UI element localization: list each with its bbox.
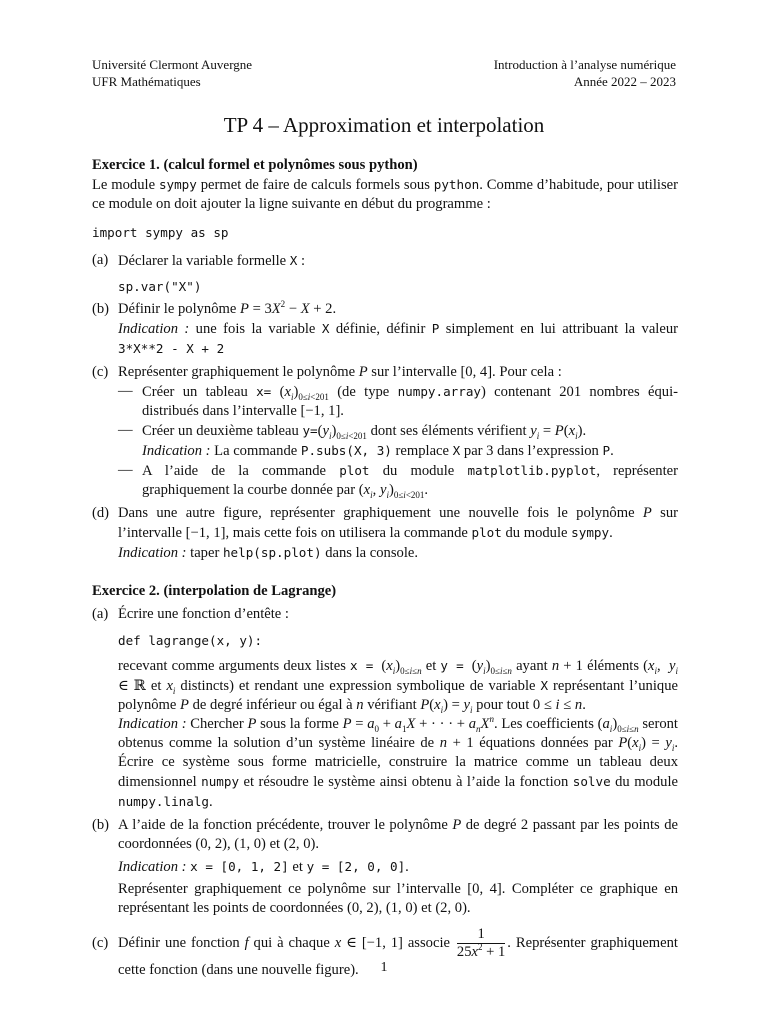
header-left: [92, 56, 252, 90]
department-name: UFR Mathématiques: [92, 74, 201, 89]
list-item: — A l’aide de la commande plot du module matplotlib.pyplot, représenter graphiquement la courbe donnée par ($x_i$, $y_i)_{0\le i<201}$.: [118, 462, 678, 500]
exercise-2-item-b: (b) A l’aide de la fonction précédente, trouver le polynôme P de degré 2 passant par les points de coordonnées (0, 2), (1, 0) et (2, 0). Indication : x = [0, 1, 2] et y = [2, 0, 0]. Représenter graphiquement ce polynôme sur l’intervalle [0, 4]. Compléter ce graphique en représentant les points de coordonnées (0, 2), (1, 0) et (2, 0).: [92, 817, 678, 916]
exercise-1-title: Exercice 1. (calcul formel et polynômes sous python): [92, 157, 418, 173]
exercise-1-intro: Le module sympy permet de faire de calculs formels sous python. Comme d’habitude, pour utiliser ce module on doit ajouter la ligne suivante en début du programme :: [92, 177, 678, 212]
academic-year: Année 2022 – 2023: [573, 74, 676, 89]
exercise-1-item-a: (a) Déclarer la variable formelle X : sp.var("X"): [92, 251, 678, 296]
exercise-2-title: Exercice 2. (interpolation de Lagrange): [92, 583, 337, 599]
university-name: Université Clermont Auvergne: [92, 57, 253, 72]
exercise-2-item-a: (a) Écrire une fonction d’entête : def lagrange(x, y): recevant comme arguments deux listes $x = (x_i)_{0\le i\le n}$ et $y = (y_i)_{0\le i\le n}$ ayant n + 1 éléments ($x_i$, $y_i$ ∈ ℝ et $x_i$ distincts) et rendant une expression symbolique de variable X représentant l’unique polynôme P de degré inférieur ou égal à n vérifiant $P(x_i) = y_i$ pour tout 0 ≤ i ≤ n. Indication : Chercher P sous la forme $P = a_0 + a_1X$ + · · · + $a_nX^n$. Les coefficients $(a_i)_{0\le i\le n}$ seront obtenus comme la solution d’un système linéaire de n + 1 équations données par $P(x_i) = y_i$. Écrire ce système sous forme matricielle, construire la matrice comme un tableau deux dimensionnel numpy et résoudre le système ainsi obtenu à l’aide la fonction solve du module numpy.linalg.: [92, 606, 678, 810]
exercise-2-item-c: (c) Définir une fonction f qui à chaque x ∈ [−1, 1] associe $\frac{1}{25x^2 + 1}$ . Représenter graphiquement cette fonction (dans une nouvelle figure).: [92, 926, 678, 978]
code-line: sp.var("X"): [118, 279, 202, 294]
fraction: $\frac{1}{25x^2 + 1}$: [456, 926, 506, 960]
page-title: TP 4 – Approximation et interpolation: [223, 113, 545, 137]
code-line: def lagrange(x, y):: [118, 633, 263, 648]
exercise-1-item-d: (d) Dans une autre figure, représenter graphiquement une nouvelle fois le polynôme P sur l’intervalle [−1, 1], mais cette fois on utilisera la commande plot du module sympy. Indication : taper help(sp.plot) dans la console.: [92, 505, 678, 561]
list-item: — Créer un deuxième tableau $y=(y_i)_{0\le i<201}$ dont ses éléments vérifient $y_i = P(x_i)$. Indication : La commande P.subs(X, 3) remplace X par 3 dans l’expression P.: [118, 422, 614, 459]
exercise-1-item-c: (c) Représenter graphiquement le polynôme P sur l’intervalle [0, 4]. Pour cela : — Créer un tableau $x= (x_i)_{0\le i<201}$ (de type numpy.array) contenant 201 nombres équi-distribués dans l’intervalle [−1, 1]. — Créer un deuxième tableau $y=(y_i)_{0\le i<201}$ dont ses éléments vérifient $y_i = P(x_i)$. Indication : La commande P.subs(X, 3) remplace X par 3 dans l’expression P. — A l’aide de la commande plot du module matplotlib.pyplot, représenter graphiquement la courbe donnée par ($x_i$, $y_i)_{0\le i<201}$.: [92, 364, 678, 500]
page-number: 1: [380, 960, 388, 975]
exercise-1-item-b: (b) Définir le polynôme $P = 3X^2 - X + 2$. Indication : une fois la variable X définie, définir P simplement en lui attribuant la valeur 3*X**2 - X + 2: [92, 299, 679, 356]
import-code-line: import sympy as sp: [92, 225, 229, 240]
document-body: [92, 156, 678, 980]
header-right: [494, 56, 676, 90]
list-item: — Créer un tableau $x= (x_i)_{0\le i<201}$ (de type numpy.array) contenant 201 nombres équi-distribués dans l’intervalle [−1, 1].: [118, 383, 678, 419]
course-name: Introduction à l’analyse numérique: [493, 57, 676, 72]
